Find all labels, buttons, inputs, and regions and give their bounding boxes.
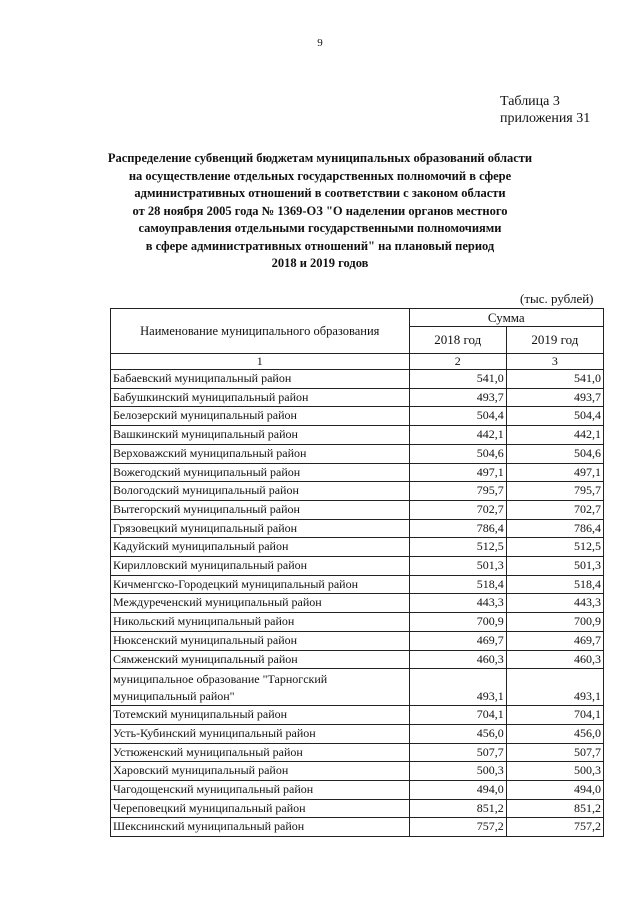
value-2019-cell: 443,3 (506, 594, 603, 613)
value-2019-cell: 497,1 (506, 463, 603, 482)
table-row (111, 724, 604, 743)
value-2019-cell: 504,4 (506, 407, 603, 426)
value-2018-cell: 493,7 (409, 388, 506, 407)
value-2019-cell: 493,1 (506, 669, 603, 706)
table-row (111, 500, 604, 519)
region-name-cell: Чагодощенский муниципальный район (111, 781, 410, 800)
value-2019-cell: 700,9 (506, 613, 603, 632)
title-line: административных отношений в соответствии с законом области (134, 186, 506, 200)
title-line: на осуществление отдельных государственных полномочий в сфере (128, 168, 512, 183)
table-row (111, 407, 604, 426)
table-row (111, 370, 604, 389)
value-2018-cell: 851,2 (409, 799, 506, 818)
value-2019-cell: 504,6 (506, 444, 603, 463)
header-2018: 2018 год (409, 327, 506, 354)
table-row (111, 799, 604, 818)
value-2018-cell: 493,1 (409, 669, 506, 706)
title-line: от 28 ноября 2005 года № 1369-ОЗ "О наделении органов местного (132, 203, 508, 218)
table-row (111, 594, 604, 613)
column-index-2: 2 (409, 354, 506, 370)
subsidy-table (110, 308, 604, 837)
value-2019-cell: 786,4 (506, 519, 603, 538)
value-2018-cell: 518,4 (409, 575, 506, 594)
table-row (111, 519, 604, 538)
table-reference (500, 93, 590, 127)
value-2018-cell: 507,7 (409, 743, 506, 762)
region-name-cell: Сямженский муниципальный район (111, 650, 410, 669)
value-2019-cell: 456,0 (506, 724, 603, 743)
table-body (111, 370, 604, 837)
region-name-cell: Вытегорский муниципальный район (111, 500, 410, 519)
document-title (70, 150, 570, 273)
region-name-cell: Тотемский муниципальный район (111, 706, 410, 725)
table-row (111, 762, 604, 781)
region-name-cell: Кадуйский муниципальный район (111, 538, 410, 557)
value-2019-cell: 541,0 (506, 370, 603, 389)
region-name-cell: Бабушкинский муниципальный район (111, 388, 410, 407)
value-2018-cell: 512,5 (409, 538, 506, 557)
region-name-cell: Кирилловский муниципальный район (111, 557, 410, 576)
title-line: в сфере административных отношений" на плановый период (145, 238, 495, 253)
value-2019-cell: 518,4 (506, 575, 603, 594)
region-name-cell: Вашкинский муниципальный район (111, 426, 410, 445)
value-2018-cell: 795,7 (409, 482, 506, 501)
value-2018-cell: 494,0 (409, 781, 506, 800)
table-row (111, 706, 604, 725)
title-line: самоуправления отдельными государственными полномочиями (138, 221, 502, 235)
value-2019-cell: 795,7 (506, 482, 603, 501)
table-ref-line2: приложения 31 (500, 111, 591, 126)
value-2018-cell: 700,9 (409, 613, 506, 632)
value-2018-cell: 786,4 (409, 519, 506, 538)
table-row (111, 482, 604, 501)
header-name: Наименование муниципального образования (111, 309, 410, 354)
table-row (111, 613, 604, 632)
value-2019-cell: 460,3 (506, 650, 603, 669)
value-2019-cell: 757,2 (506, 818, 603, 837)
table-row (111, 463, 604, 482)
table-row (111, 669, 604, 706)
value-2018-cell: 504,6 (409, 444, 506, 463)
table-row (111, 743, 604, 762)
region-name-cell: Устюженский муниципальный район (111, 743, 410, 762)
value-2018-cell: 443,3 (409, 594, 506, 613)
value-2019-cell: 507,7 (506, 743, 603, 762)
table-row (111, 444, 604, 463)
value-2019-cell: 851,2 (506, 799, 603, 818)
column-index-1: 1 (111, 354, 410, 370)
region-name-cell: муниципальное образование "Тарногский муниципальный район" (111, 669, 410, 706)
value-2019-cell: 704,1 (506, 706, 603, 725)
value-2018-cell: 460,3 (409, 650, 506, 669)
header-2019: 2019 год (506, 327, 603, 354)
value-2018-cell: 469,7 (409, 631, 506, 650)
value-2018-cell: 757,2 (409, 818, 506, 837)
value-2018-cell: 504,4 (409, 407, 506, 426)
region-name-cell: Никольский муниципальный район (111, 613, 410, 632)
value-2019-cell: 469,7 (506, 631, 603, 650)
value-2018-cell: 704,1 (409, 706, 506, 725)
region-name-cell: Белозерский муниципальный район (111, 407, 410, 426)
table-row (111, 650, 604, 669)
units-label: (тыс. рублей) (520, 291, 594, 306)
region-name-cell: Вожегодский муниципальный район (111, 463, 410, 482)
table-row (111, 781, 604, 800)
value-2018-cell: 497,1 (409, 463, 506, 482)
value-2018-cell: 442,1 (409, 426, 506, 445)
region-name-cell: Нюксенский муниципальный район (111, 631, 410, 650)
region-name-cell: Усть-Кубинский муниципальный район (111, 724, 410, 743)
title-line: 2018 и 2019 годов (271, 256, 369, 270)
table-ref-line1: Таблица 3 (500, 94, 560, 109)
value-2019-cell: 494,0 (506, 781, 603, 800)
table-row (111, 631, 604, 650)
region-name-cell: Харовский муниципальный район (111, 762, 410, 781)
region-name-cell: Кичменгско-Городецкий муниципальный район (111, 575, 410, 594)
value-2019-cell: 501,3 (506, 557, 603, 576)
region-name-cell: Верховажский муниципальный район (111, 444, 410, 463)
region-name-cell: Шекснинский муниципальный район (111, 818, 410, 837)
table-row (111, 818, 604, 837)
value-2019-cell: 442,1 (506, 426, 603, 445)
table-row (111, 388, 604, 407)
value-2018-cell: 702,7 (409, 500, 506, 519)
table-row (111, 575, 604, 594)
header-sum: Сумма (409, 309, 603, 327)
title-line: Распределение субвенций бюджетам муниципальных образований области (107, 151, 533, 165)
value-2019-cell: 493,7 (506, 388, 603, 407)
value-2018-cell: 501,3 (409, 557, 506, 576)
region-name-cell: Междуреченский муниципальный район (111, 594, 410, 613)
value-2019-cell: 702,7 (506, 500, 603, 519)
value-2018-cell: 541,0 (409, 370, 506, 389)
region-name-cell: Бабаевский муниципальный район (111, 370, 410, 389)
region-name-cell: Грязовецкий муниципальный район (111, 519, 410, 538)
region-name-cell: Вологодский муниципальный район (111, 482, 410, 501)
value-2018-cell: 456,0 (409, 724, 506, 743)
table-row (111, 426, 604, 445)
table-row (111, 557, 604, 576)
column-index-3: 3 (506, 354, 603, 370)
page-number: 9 (317, 37, 323, 49)
region-name-cell: Череповецкий муниципальный район (111, 799, 410, 818)
table-row (111, 538, 604, 557)
value-2018-cell: 500,3 (409, 762, 506, 781)
value-2019-cell: 512,5 (506, 538, 603, 557)
value-2019-cell: 500,3 (506, 762, 603, 781)
